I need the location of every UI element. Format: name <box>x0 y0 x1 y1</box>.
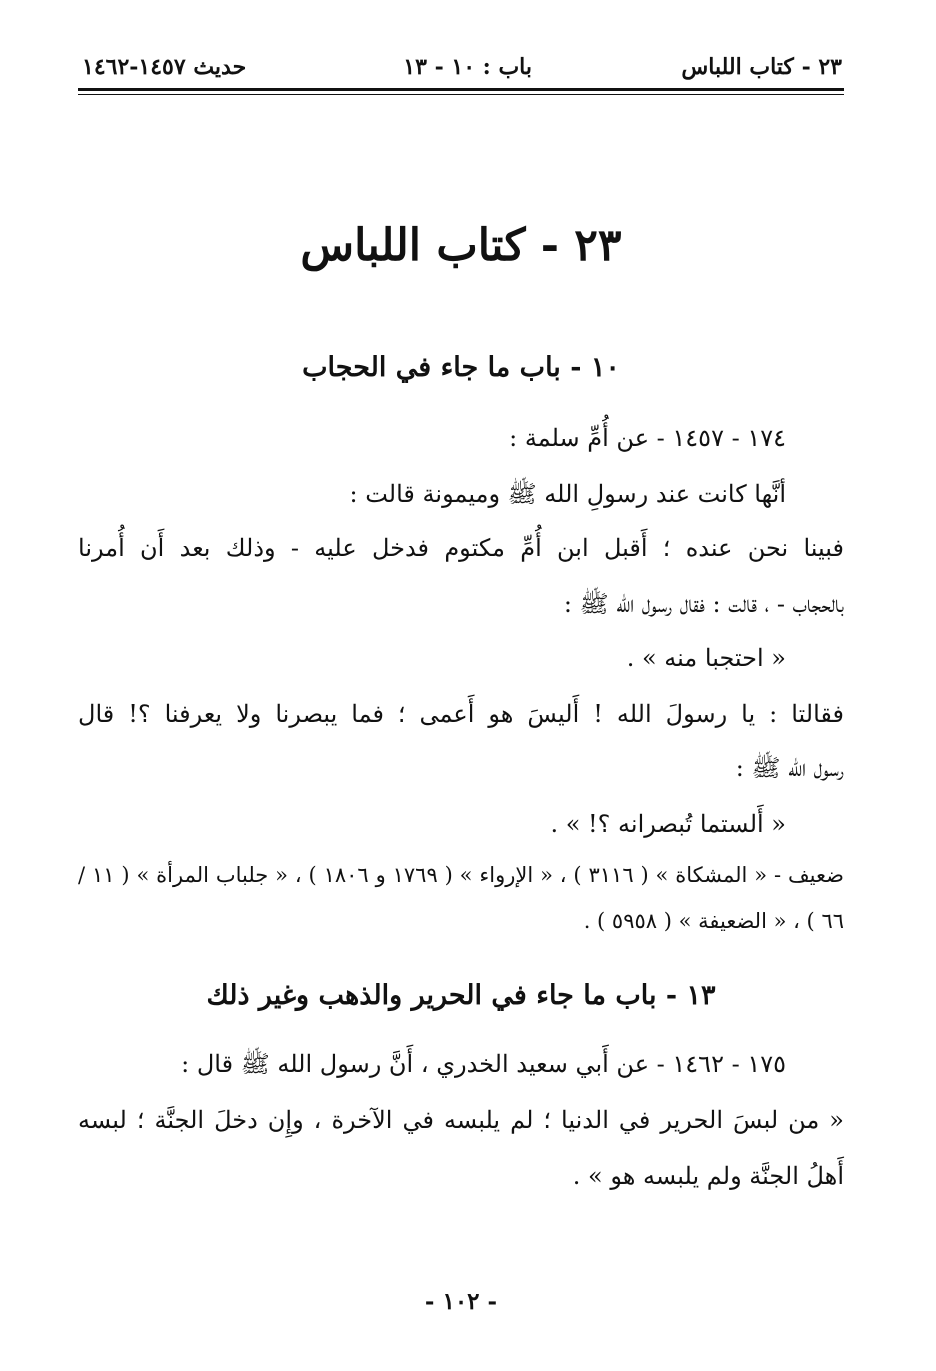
chapter-title-13: ١٣ - باب ما جاء في الحرير والذهب وغير ذلك <box>206 980 716 1011</box>
hadith-174-line-3: فبينا نحن عنده ؛ أَقبل ابن أُمِّ مكتوم فدخل عليه - وذلك بعد أَن أُمرنا <box>78 534 844 562</box>
hadith-175-line-1: ١٧٥ - ١٤٦٢ - عن أَبي سعيد الخدري ، أَنَّ رسول الله ﷺ قال : <box>181 1050 786 1078</box>
chapter-title-10: ١٠ - باب ما جاء في الحجاب <box>302 352 620 383</box>
hadith-175-line-2: « من لبسَ الحرير في الدنيا ؛ لم يلبسه في الآخرة ، وإِن دخلَ الجنَّة ؛ لبسه <box>78 1106 844 1134</box>
hadith-174-line-6: فقالتا : يا رسولَ الله ! أَليسَ هو أَعمى ؛ فما يبصرنا ولا يعرفنا ؟! قال <box>78 700 844 728</box>
page-number: - ١٠٢ - <box>424 1288 498 1315</box>
hadith-174-line-2: أنَّها كانت عند رسولِ الله ﷺ وميمونة قالت : <box>349 480 786 508</box>
hadith-174-line-5: « احتجبا منه » . <box>626 644 786 672</box>
header-rule-thick <box>78 88 844 91</box>
header-chapter-range: باب : ١٠ - ١٣ <box>403 54 532 80</box>
header-rule-thin <box>78 94 844 95</box>
header-book-name: ٢٣ - كتاب اللباس <box>681 54 842 80</box>
grading-note-line-2: ٦٦ ) ، « الضعيفة » ( ٥٩٥٨ ) . <box>583 909 844 933</box>
document-page <box>78 0 844 1371</box>
hadith-174-line-1: ١٧٤ - ١٤٥٧ - عن أُمِّ سلمة : <box>509 424 786 452</box>
grading-note-line-1: ضعيف - « المشكاة » ( ٣١١٦ ) ، « الإرواء » ( ١٧٦٩ و ١٨٠٦ ) ، « جلباب المرأة » ( ١١ / <box>78 863 844 887</box>
book-title: ٢٣ - كتاب اللباس <box>300 220 622 271</box>
hadith-174-line-8: « أَلستما تُبصرانه ؟! » . <box>550 810 786 838</box>
hadith-174-line-7: رسول الله ﷺ : <box>735 754 844 782</box>
hadith-175-line-3: أَهلُ الجنَّة ولم يلبسه هو » . <box>572 1162 844 1190</box>
hadith-174-line-4: بالحجاب - ، قالت : فقال رسول الله ﷺ : <box>563 590 844 618</box>
running-header <box>78 48 844 88</box>
header-hadith-range: حديث ١٤٥٧-١٤٦٢ <box>82 54 247 80</box>
